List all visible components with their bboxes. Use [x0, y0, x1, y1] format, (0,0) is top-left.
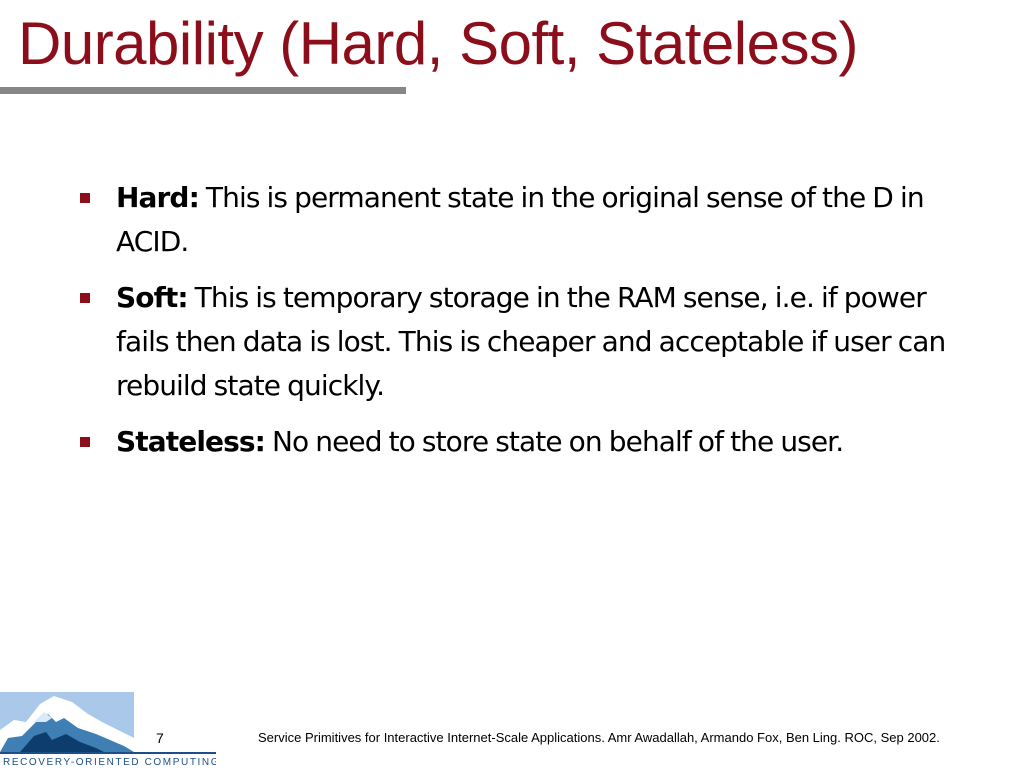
- title-underline: [0, 87, 406, 94]
- square-bullet-icon: [80, 437, 90, 447]
- page-number: 7: [156, 730, 164, 746]
- bullet-body: This is permanent state in the original sense of the D in ACID.: [116, 181, 924, 258]
- bullet-body: This is temporary storage in the RAM sense, i.e. if power fails then data is lost. This is cheaper and acceptable if user can rebuild state quickly.: [116, 281, 946, 402]
- bullet-item-hard: [80, 176, 960, 264]
- slide-title: Durability (Hard, Soft, Stateless): [18, 10, 858, 77]
- bullet-text: [116, 176, 960, 264]
- square-bullet-icon: [80, 193, 90, 203]
- footer-citation: Service Primitives for Interactive Internet-Scale Applications. Amr Awadallah, Armando Fox, Ben Ling. ROC, Sep 2002.: [258, 730, 940, 745]
- bullet-text: [116, 276, 960, 408]
- bullet-body: No need to store state on behalf of the user.: [264, 425, 844, 458]
- square-bullet-icon: [80, 293, 90, 303]
- roc-logo: [0, 692, 216, 768]
- bullet-term: Stateless:: [116, 425, 265, 458]
- bullet-term: Hard:: [116, 181, 199, 214]
- bullet-term: Soft:: [116, 281, 188, 314]
- bullet-item-stateless: [80, 420, 960, 464]
- logo-text: RECOVERY-ORIENTED COMPUTING: [3, 757, 216, 768]
- bullet-text: [116, 420, 843, 464]
- mountain-logo-icon: [0, 692, 216, 768]
- bullet-item-soft: [80, 276, 960, 408]
- bullet-list: [80, 176, 960, 476]
